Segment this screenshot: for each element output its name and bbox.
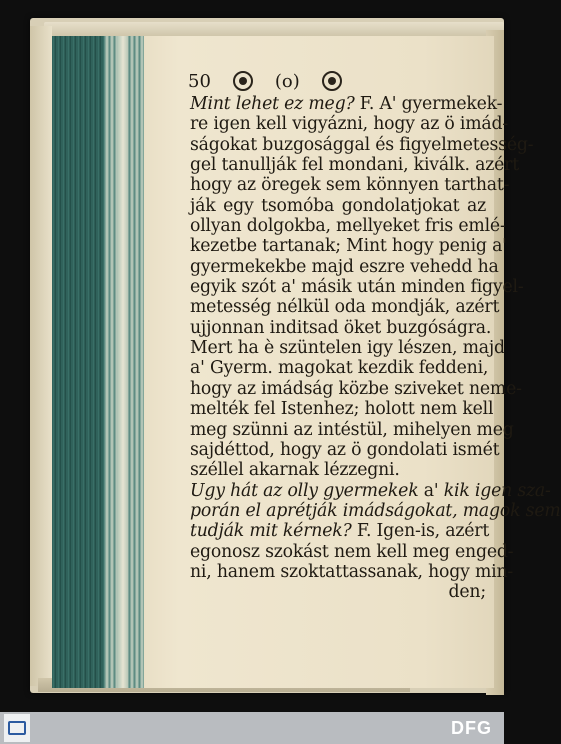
text-run: sajdéttod, hogy az ö gondolati ismét — [190, 439, 500, 460]
ornament-right-icon — [322, 71, 342, 91]
text-line — [190, 196, 486, 216]
text-line — [190, 460, 486, 480]
text-line — [190, 94, 503, 114]
viewer-footer-bar — [0, 712, 504, 744]
text-run: hogy az imádság közbe sziveket neme- — [190, 378, 522, 399]
italic-text: Ugy hát az olly gyermekek — [190, 480, 419, 501]
text-run: ni, hanem szoktattassanak, hogy min- — [190, 561, 514, 582]
text-line — [190, 297, 500, 318]
text-line — [190, 419, 514, 440]
text-run: gel tanullják fel mondani, kiválk. azért — [190, 155, 519, 176]
text-line — [190, 378, 522, 399]
italic-text: Mint lehet ez meg? — [190, 94, 355, 114]
text-line — [190, 358, 489, 379]
text-line — [190, 155, 519, 176]
text-line — [190, 582, 486, 602]
text-run: F. Igen-is, azért — [351, 521, 490, 542]
text-line — [190, 439, 500, 460]
text-line — [190, 175, 510, 196]
text-line — [190, 114, 509, 135]
text-line — [190, 216, 506, 237]
book-top-edge — [44, 22, 504, 36]
text-line — [190, 399, 494, 420]
page-number: 50 — [188, 70, 211, 92]
text-run: egyik szót a' másik után minden figyel- — [190, 277, 524, 298]
page-edges-strip — [118, 36, 128, 688]
text-run: den; — [448, 582, 486, 603]
text-run: F. A' gyermekek- — [354, 94, 503, 114]
text-line — [190, 236, 507, 257]
dfg-logo: DFG — [451, 718, 492, 738]
text-line — [190, 561, 514, 582]
book-cover-left — [30, 26, 52, 686]
text-line — [190, 317, 492, 338]
library-logo-icon — [8, 721, 26, 735]
text-line — [190, 134, 534, 155]
page-body-text — [190, 94, 561, 603]
text-run: metesség nélkül oda mondják, azért — [190, 297, 500, 318]
italic-text: kik igen sza- — [443, 480, 551, 501]
text-run: re igen kell vigyázni, hogy az ö imád- — [190, 114, 509, 135]
library-logo — [4, 714, 30, 742]
text-line — [190, 541, 514, 562]
text-run: gyermekekbe majd eszre vehedd ha — [190, 256, 499, 277]
header-center: (o) — [274, 70, 300, 92]
text-run: hogy az öregek sem könnyen tarthat- — [190, 175, 510, 196]
text-run: ollyan dolgokba, mellyeket fris emlé- — [190, 216, 506, 237]
text-run: ják egy tsomóba gondolatjokat az — [190, 195, 486, 216]
italic-text: porán el aprétják imádságokat, magok sem — [190, 500, 561, 521]
text-run: ságokat buzgosággal és figyelmetesség- — [190, 134, 534, 155]
text-run: kezetbe tartanak; Mint hogy penig a' — [190, 236, 507, 257]
page-header — [188, 68, 378, 94]
text-line — [190, 500, 561, 521]
text-line — [190, 277, 524, 298]
text-line — [190, 521, 490, 542]
text-line — [190, 256, 499, 277]
text-run: melték fel Istenhez; holott nem kell — [190, 399, 494, 420]
text-run: egonosz szokást nem kell meg enged- — [190, 541, 514, 562]
text-run: Mert ha è szüntelen igy lészen, majd — [190, 338, 505, 359]
text-run: a' — [418, 480, 444, 501]
text-run: ujjonnan inditsad öket buzgóságra. — [190, 317, 492, 338]
italic-text: tudják mit kérnek? — [190, 521, 352, 542]
ornament-left-icon — [233, 71, 253, 91]
text-run: meg szünni az intéstül, mihelyen meg — [190, 419, 514, 440]
text-run: széllel akarnak lézzegni. — [190, 460, 400, 481]
text-line — [190, 338, 505, 359]
text-run: a' Gyerm. magokat kezdik feddeni, — [190, 358, 489, 379]
text-line — [190, 480, 551, 501]
